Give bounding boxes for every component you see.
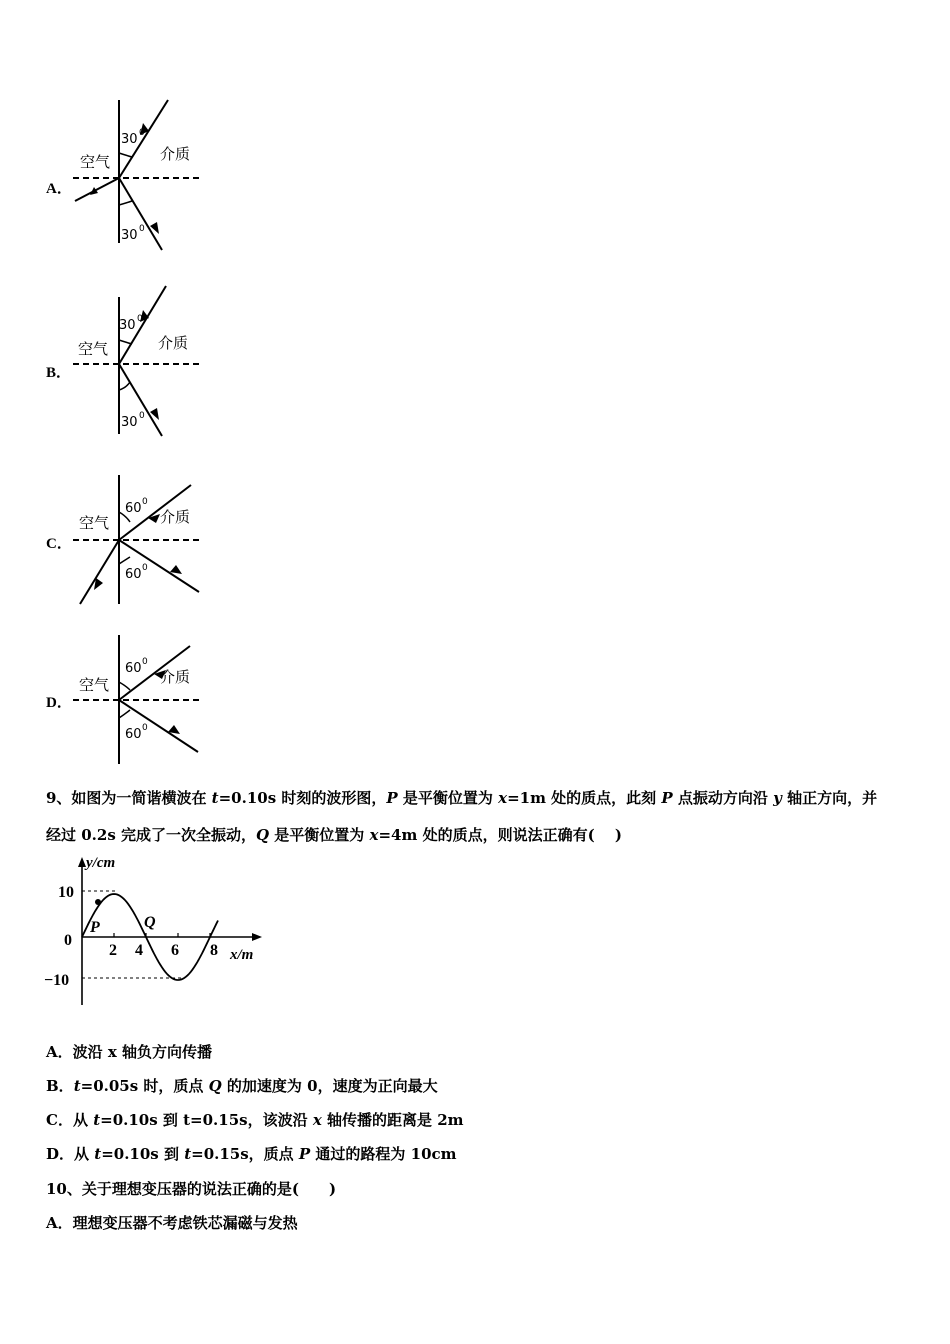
wave-graph <box>40 855 270 1015</box>
angle-top-a: 30 <box>121 132 138 147</box>
refraction-figure-d <box>70 632 210 772</box>
x-tick-2: 2 <box>109 942 117 959</box>
air-label-a: 空气 <box>80 153 111 171</box>
point-p-label: P <box>90 919 100 936</box>
y-tick-neg10: −10 <box>44 972 70 989</box>
air-label-c: 空气 <box>79 514 110 532</box>
medium-label-a: 介质 <box>160 145 191 163</box>
angle-bottom-b: 30 <box>121 415 138 430</box>
x-axis-label: x/m <box>230 947 254 963</box>
angle-top-b: 30 <box>119 318 136 333</box>
y-tick-10: 10 <box>58 884 74 901</box>
refraction-figure-c <box>70 472 210 612</box>
refraction-figure-b <box>70 282 210 442</box>
angle-top-c: 60 <box>125 501 142 516</box>
y-tick-0: 0 <box>64 932 72 949</box>
svg-text:0: 0 <box>139 411 145 421</box>
q10-option-a[interactable]: A．理想变压器不考虑铁芯漏磁与发热 <box>46 1214 298 1232</box>
q9-stem-line1: 9、如图为一简谐横波在 t=0.10s 时刻的波形图，P 是平衡位置为 x=1m 处的质点，此刻 P 点振动方向沿 y 轴正方向，并 <box>46 789 878 807</box>
q9-stem-line2: 经过 0.2s 完成了一次全振动，Q 是平衡位置为 x=4m 处的质点，则说法正确有( ) <box>46 826 623 844</box>
refraction-figure-a <box>70 95 210 255</box>
x-tick-4: 4 <box>135 942 143 959</box>
option-d-label[interactable]: D． <box>46 695 72 711</box>
x-tick-6: 6 <box>171 942 179 959</box>
angle-top-d: 60 <box>125 661 142 676</box>
option-a-label[interactable]: A． <box>46 181 72 197</box>
svg-text:0: 0 <box>137 314 143 324</box>
svg-text:0: 0 <box>142 497 148 507</box>
medium-label-b: 介质 <box>158 334 189 352</box>
svg-text:0: 0 <box>139 128 145 138</box>
q9-option-a[interactable]: A．波沿 x 轴负方向传播 <box>46 1043 213 1061</box>
option-c-label[interactable]: C． <box>46 536 72 552</box>
svg-text:0: 0 <box>139 224 145 234</box>
svg-text:0: 0 <box>142 723 148 733</box>
angle-bottom-c: 60 <box>125 567 142 582</box>
angle-bottom-a: 30 <box>121 228 138 243</box>
point-q-label: Q <box>144 914 156 931</box>
air-label-d: 空气 <box>79 676 110 694</box>
x-tick-8: 8 <box>210 942 218 959</box>
air-label-b: 空气 <box>78 340 109 358</box>
svg-text:0: 0 <box>142 657 148 667</box>
option-b-label[interactable]: B． <box>46 365 72 381</box>
angle-bottom-d: 60 <box>125 727 142 742</box>
medium-label-d: 介质 <box>160 668 191 686</box>
q10-stem: 10、关于理想变压器的说法正确的是( ) <box>46 1180 337 1198</box>
y-axis-label: y/cm <box>86 855 116 871</box>
medium-label-c: 介质 <box>160 508 191 526</box>
q9-option-d[interactable]: D．从 t=0.10s 到 t=0.15s，质点 P 通过的路程为 10cm <box>46 1145 457 1163</box>
q9-option-c[interactable]: C．从 t=0.10s 到 t=0.15s，该波沿 x 轴传播的距离是 2m <box>46 1111 464 1129</box>
q9-option-b[interactable]: B．t=0.05s 时，质点 Q 的加速度为 0，速度为正向最大 <box>46 1077 438 1095</box>
point-p-marker <box>95 899 101 905</box>
svg-text:0: 0 <box>142 563 148 573</box>
